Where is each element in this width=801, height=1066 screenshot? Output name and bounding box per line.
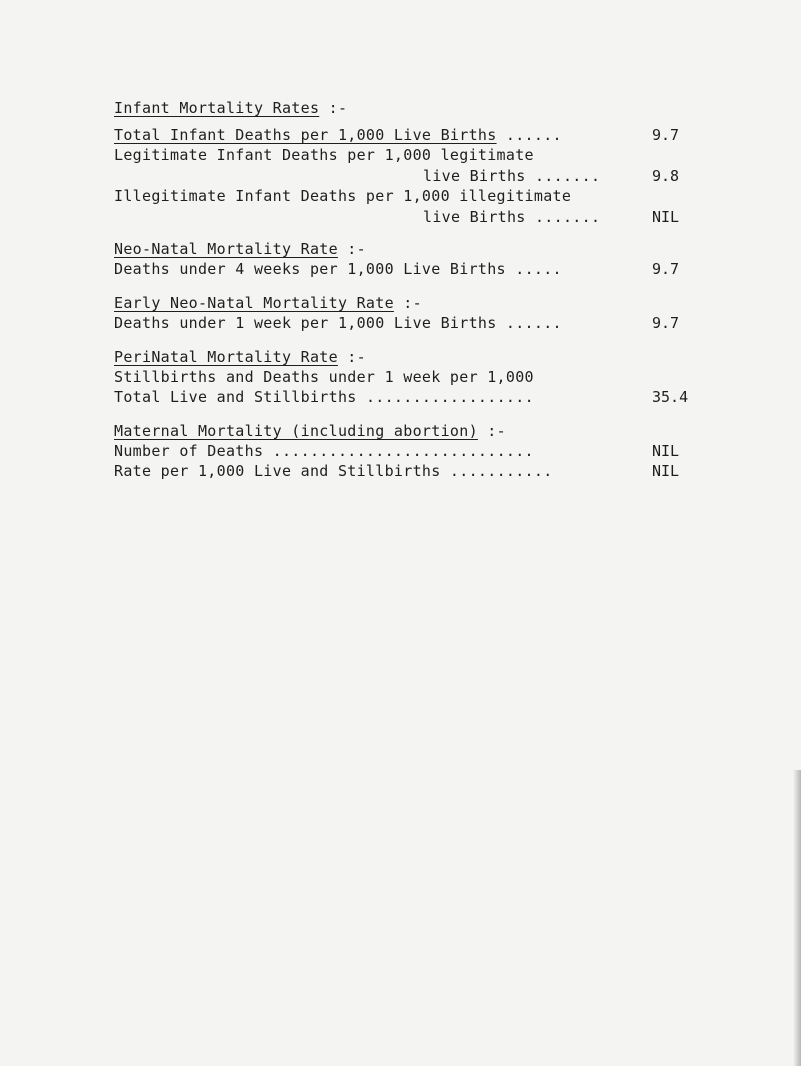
infant-legit-label-line2 <box>423 167 600 185</box>
early-neonatal-heading-suffix: :- <box>393 294 422 312</box>
maternal-section-heading <box>114 422 506 440</box>
early-neonatal-row <box>114 314 562 332</box>
perinatal-section-heading <box>114 348 366 366</box>
infant-total-dots: ...... <box>496 126 562 144</box>
perinatal-heading-suffix: :- <box>337 348 366 366</box>
infant-illegit-dots: ....... <box>525 208 601 226</box>
maternal-rate-dots: ........... <box>440 462 553 480</box>
neonatal-dots: ..... <box>505 260 562 278</box>
early-neonatal-value: 9.7 <box>652 314 680 332</box>
maternal-deaths-dots: ............................ <box>263 442 534 460</box>
page-edge-shadow <box>793 770 801 1066</box>
neonatal-section-heading <box>114 240 366 258</box>
neonatal-value: 9.7 <box>652 260 680 278</box>
perinatal-label-line1: Stillbirths and Deaths under 1 week per 1,000 <box>114 368 534 386</box>
neonatal-heading-text: Neo-Natal Mortality Rate <box>114 240 338 258</box>
infant-heading-suffix: :- <box>319 99 348 117</box>
maternal-rate-value: NIL <box>652 462 680 480</box>
perinatal-label2: Total Live and Stillbirths <box>114 388 357 406</box>
infant-legit-dots: ....... <box>525 167 601 185</box>
perinatal-label-line2 <box>114 388 534 406</box>
early-neonatal-label: Deaths under 1 week per 1,000 Live Births <box>114 314 497 332</box>
infant-illegit-label2: live Births <box>423 208 526 226</box>
maternal-heading-text: Maternal Mortality (including abortion) <box>114 422 478 440</box>
perinatal-value: 35.4 <box>652 388 689 406</box>
infant-legit-label2: live Births <box>423 167 526 185</box>
neonatal-heading-suffix: :- <box>337 240 366 258</box>
neonatal-label: Deaths under 4 weeks per 1,000 Live Births <box>114 260 506 278</box>
maternal-deaths-row <box>114 442 534 460</box>
infant-total-label: Total Infant Deaths per 1,000 Live Births <box>114 126 497 144</box>
perinatal-heading-text: PeriNatal Mortality Rate <box>114 348 338 366</box>
maternal-rate-row <box>114 462 553 480</box>
infant-legit-label-line1: Legitimate Infant Deaths per 1,000 legitimate <box>114 146 534 164</box>
infant-total-row <box>114 126 562 144</box>
maternal-deaths-value: NIL <box>652 442 680 460</box>
infant-total-value: 9.7 <box>652 126 680 144</box>
early-neonatal-dots: ...... <box>496 314 562 332</box>
infant-illegit-label-line2 <box>423 208 600 226</box>
infant-legit-value: 9.8 <box>652 167 680 185</box>
infant-heading-text: Infant Mortality Rates <box>114 99 320 117</box>
early-neonatal-section-heading <box>114 294 422 312</box>
infant-section-heading <box>114 99 347 117</box>
infant-illegit-label-line1: Illegitimate Infant Deaths per 1,000 illegitimate <box>114 187 572 205</box>
maternal-heading-suffix: :- <box>477 422 506 440</box>
neonatal-row <box>114 260 562 278</box>
early-neonatal-heading-text: Early Neo-Natal Mortality Rate <box>114 294 394 312</box>
perinatal-dots: .................. <box>356 388 534 406</box>
maternal-rate-label: Rate per 1,000 Live and Stillbirths <box>114 462 441 480</box>
infant-illegit-value: NIL <box>652 208 680 226</box>
maternal-deaths-label: Number of Deaths <box>114 442 264 460</box>
